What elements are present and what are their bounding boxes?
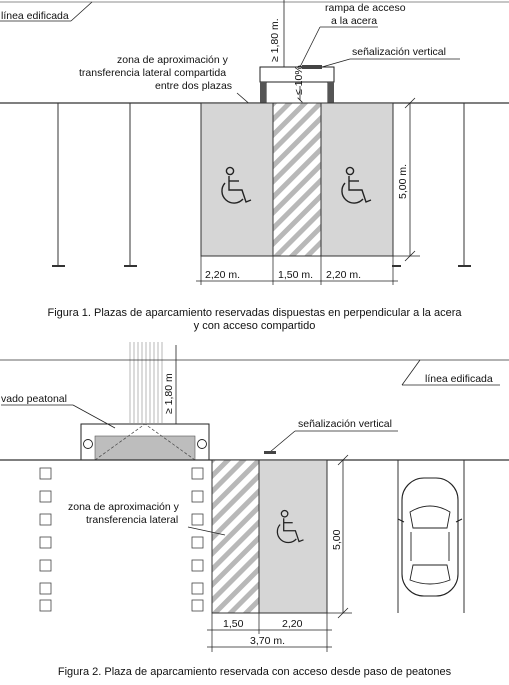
parking-space	[259, 460, 327, 613]
building-line-label-2: línea edificada	[425, 373, 493, 385]
space-length-label: 5,00 m.	[397, 163, 409, 199]
figure-1	[0, 0, 509, 285]
signage-post	[302, 65, 322, 69]
shared-zone-label-1: zona de aproximación y	[117, 54, 228, 66]
figure-1-caption-line-1: Figura 1. Plazas de aparcamiento reservadas dispuestas en perpendicular a la acera	[47, 307, 462, 319]
transfer-zone-label-1: zona de aproximación y	[68, 501, 179, 513]
shared-zone-label-3: entre dos plazas	[155, 80, 233, 92]
vertical-signage-label-2: señalización vertical	[298, 418, 392, 430]
ramp-flare-left	[260, 82, 266, 103]
leader-line	[71, 2, 92, 21]
tactile-squares	[40, 468, 203, 611]
ramp-flare-right	[328, 82, 334, 103]
signage-post-2	[264, 451, 276, 454]
car-icon	[398, 478, 462, 596]
building-line-label: línea edificada	[1, 10, 69, 22]
dim-left: 2,20 m.	[205, 269, 241, 281]
vertical-signage-label: señalización vertical	[352, 46, 446, 58]
space-length-label-2: 5,00	[331, 529, 343, 550]
figure-1-caption	[0, 307, 509, 333]
min-height-label-2: ≥ 1,80 m	[163, 373, 175, 414]
min-height-label: ≥ 1,80 m.	[269, 18, 281, 62]
tactile-paving	[95, 436, 195, 460]
figure-2	[0, 342, 509, 652]
dim-right: 2,20 m.	[326, 269, 362, 281]
dim-mid: 1,50 m.	[278, 269, 314, 281]
crosswalk-lines	[130, 342, 162, 423]
slope-label: ≤ 10%	[293, 65, 305, 95]
pedestrian-ramp-label: vado peatonal	[1, 393, 67, 405]
dim-total: 3,70 m.	[250, 635, 286, 647]
dim-zone: 1,50	[223, 618, 244, 630]
transfer-zone-label-2: transferencia lateral	[86, 514, 179, 526]
shared-transfer-zone	[273, 103, 321, 256]
access-ramp-label-2: a la acera	[331, 15, 378, 27]
parking-space-left	[201, 103, 273, 256]
parking-space-right	[321, 103, 393, 256]
figure-2-caption: Figura 2. Plaza de aparcamiento reservada con acceso desde paso de peatones	[57, 666, 452, 678]
shared-zone-label-2: transferencia lateral compartida	[79, 67, 227, 79]
access-ramp-label-1: rampa de acceso	[325, 2, 406, 14]
dim-space: 2,20	[282, 618, 303, 630]
figure-1-caption-line-2: y con acceso compartido	[193, 320, 316, 332]
transfer-zone	[212, 460, 259, 613]
